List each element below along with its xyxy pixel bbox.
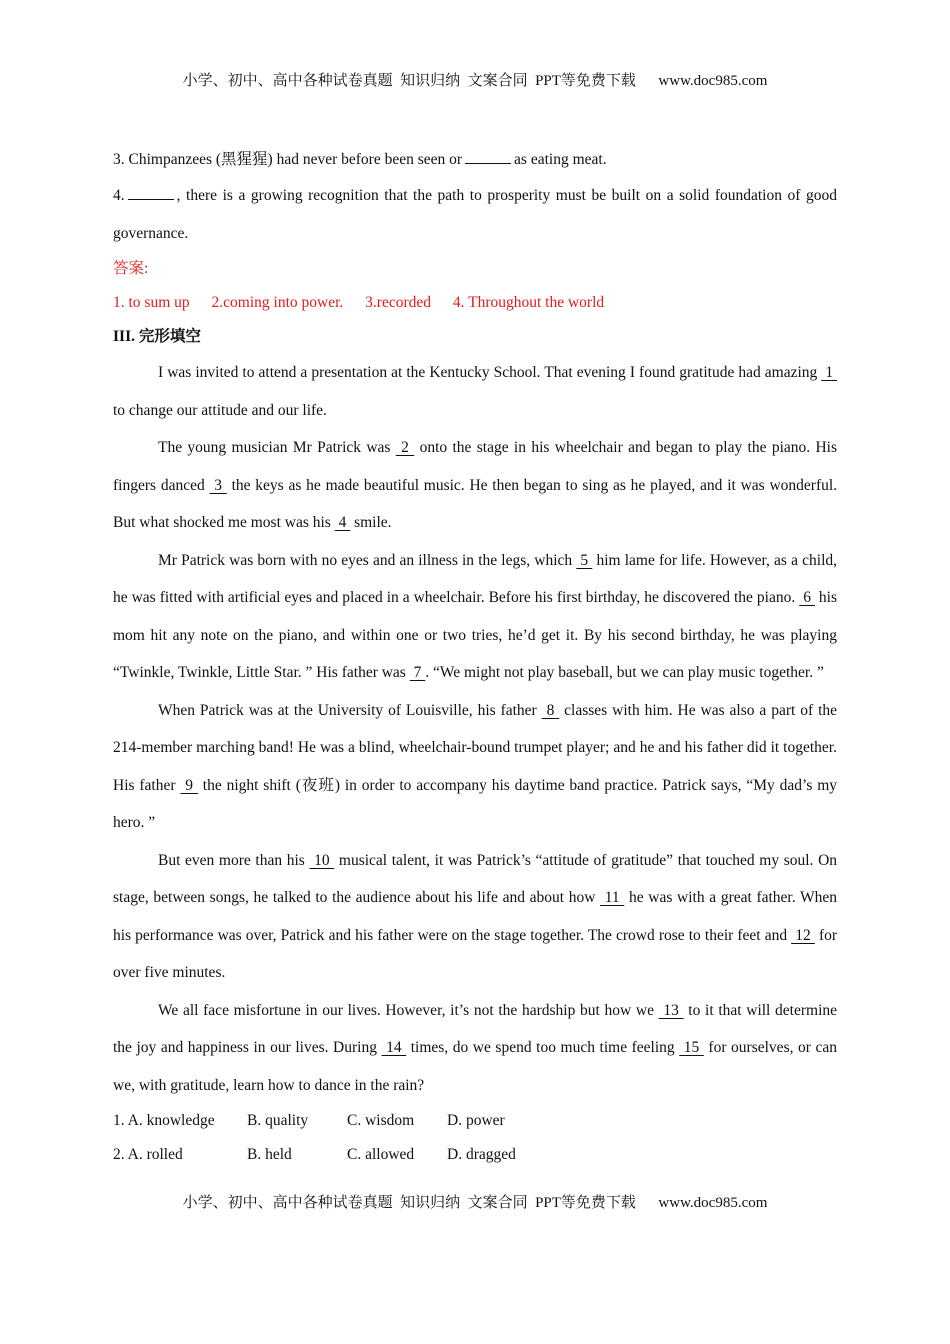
blank-13: 13 — [658, 1001, 684, 1019]
option-a: 2. A. rolled — [113, 1146, 183, 1163]
paragraph-text: Mr Patrick was born with no eyes and an illness in the legs, which — [158, 551, 573, 569]
paragraph-3 — [113, 542, 837, 692]
answer-2: 2.coming into power. — [211, 294, 344, 311]
paragraph-text: onto the stage in his wheelchair and began to play the piano. His fingers danced — [113, 439, 838, 494]
blank-1: 1 — [821, 364, 838, 381]
option-d: D. power — [447, 1112, 505, 1129]
paragraph-1 — [113, 354, 837, 429]
options-question-1 — [113, 1104, 837, 1138]
document-body — [113, 143, 837, 1172]
blank-10: 10 — [309, 851, 335, 869]
blank-4: 4 — [334, 514, 351, 531]
paragraph-text: times, do we spend too much time feeling — [410, 1039, 675, 1056]
option-d: D. dragged — [447, 1146, 516, 1163]
question-3 — [113, 143, 837, 177]
paragraph-text: his mom hit any note on the piano, and within one or two tries, he’d get it. By his second birthday, he was playing “Twinkle, Twinkle, Little Star. ” His father was — [113, 589, 838, 681]
blank-9: 9 — [180, 776, 198, 794]
blank-15: 15 — [679, 1039, 704, 1056]
blank-11: 11 — [600, 889, 625, 906]
blank-5: 5 — [576, 551, 593, 569]
blank-3: 3 — [209, 476, 227, 494]
answer-3: 3.recorded — [365, 294, 431, 311]
paragraph-text: classes with him. He was also a part of the 214-member marching band! He was a blind, wheelchair-bound trumpet player; and he and his father did it together. His father — [113, 701, 838, 794]
paragraph-text: for over five minutes. — [113, 926, 838, 981]
paragraph-2 — [113, 429, 837, 542]
blank-8: 8 — [541, 701, 560, 719]
question-4-number: 4. — [113, 187, 125, 204]
blank-2: 2 — [395, 439, 415, 456]
option-c: C. wisdom — [347, 1112, 415, 1129]
question-4-text: , there is a growing recognition that the path to prosperity must be built on a solid foundation of good governance. — [113, 187, 837, 242]
blank-14: 14 — [381, 1039, 407, 1056]
option-c: C. allowed — [347, 1146, 415, 1163]
answer-4: 4. Throughout the world — [452, 294, 605, 311]
paragraph-text: . “We might not play baseball, but we can play music together. ” — [425, 664, 824, 681]
paragraph-text: When Patrick was at the University of Louisville, his father — [158, 701, 537, 719]
question-3-text-end: as eating meat. — [514, 151, 607, 168]
answer-label: 答案: — [113, 260, 149, 277]
paragraph-text: to change our attitude and our life. — [113, 401, 327, 419]
blank-7: 7 — [409, 664, 426, 681]
section-title: III. 完形填空 — [113, 328, 201, 345]
page-footer: 小学、初中、高中各种试卷真题 知识归纳 文案合同 PPT等免费下载 www.doc985.com — [182, 1195, 768, 1211]
option-b: B. quality — [247, 1112, 309, 1129]
paragraph-text: the keys as he made beautiful music. He then began to sing as he played, and it was wonderful. But what shocked me most was his — [113, 476, 838, 531]
paragraph-text: I was invited to attend a presentation at the Kentucky School. That evening I found gratitude had amazing — [158, 364, 818, 381]
answer-blank — [128, 184, 174, 200]
paragraph-5 — [113, 842, 837, 992]
question-4 — [113, 177, 837, 252]
paragraph-text: he was with a great father. When his performance was over, Patrick and his father were on the stage together. The crowd rose to their feet and — [113, 889, 838, 944]
page-header: 小学、初中、高中各种试卷真题 知识归纳 文案合同 PPT等免费下载 www.doc985.com — [182, 73, 768, 89]
paragraph-6 — [113, 992, 837, 1105]
options-question-2 — [113, 1138, 837, 1172]
paragraph-text: smile. — [354, 514, 392, 531]
paragraph-4 — [113, 692, 837, 842]
paragraph-text: The young musician Mr Patrick was — [158, 439, 391, 456]
answer-1: 1. to sum up — [113, 294, 190, 311]
paragraph-text: But even more than his — [158, 851, 305, 869]
blank-6: 6 — [799, 589, 815, 606]
paragraph-text: for ourselves, or can we, with gratitude, learn how to dance in the rain? — [113, 1039, 838, 1094]
answer-blank — [465, 148, 511, 164]
paragraph-text: the night shift (夜班) in order to accompany his daytime band practice. Patrick says, “My dad’s my hero. ” — [113, 776, 838, 831]
answer-list — [113, 286, 837, 320]
paragraph-text: musical talent, it was Patrick’s “attitude of gratitude” that touched my soul. On stage, between songs, he talked to the audience about his life and about how — [113, 851, 838, 906]
paragraph-text: him lame for life. However, as a child, he was fitted with artificial eyes and placed in a wheelchair. Before his first birthday, he discovered the piano. — [113, 551, 837, 606]
option-b: B. held — [247, 1146, 292, 1163]
question-3-text: 3. Chimpanzees (黑猩猩) had never before been seen or — [113, 151, 463, 168]
blank-12: 12 — [791, 926, 815, 944]
option-a: 1. A. knowledge — [113, 1112, 215, 1129]
paragraph-text: to it that will determine the joy and happiness in our lives. During — [113, 1001, 838, 1056]
paragraph-text: We all face misfortune in our lives. However, it’s not the hardship but how we — [158, 1001, 654, 1019]
